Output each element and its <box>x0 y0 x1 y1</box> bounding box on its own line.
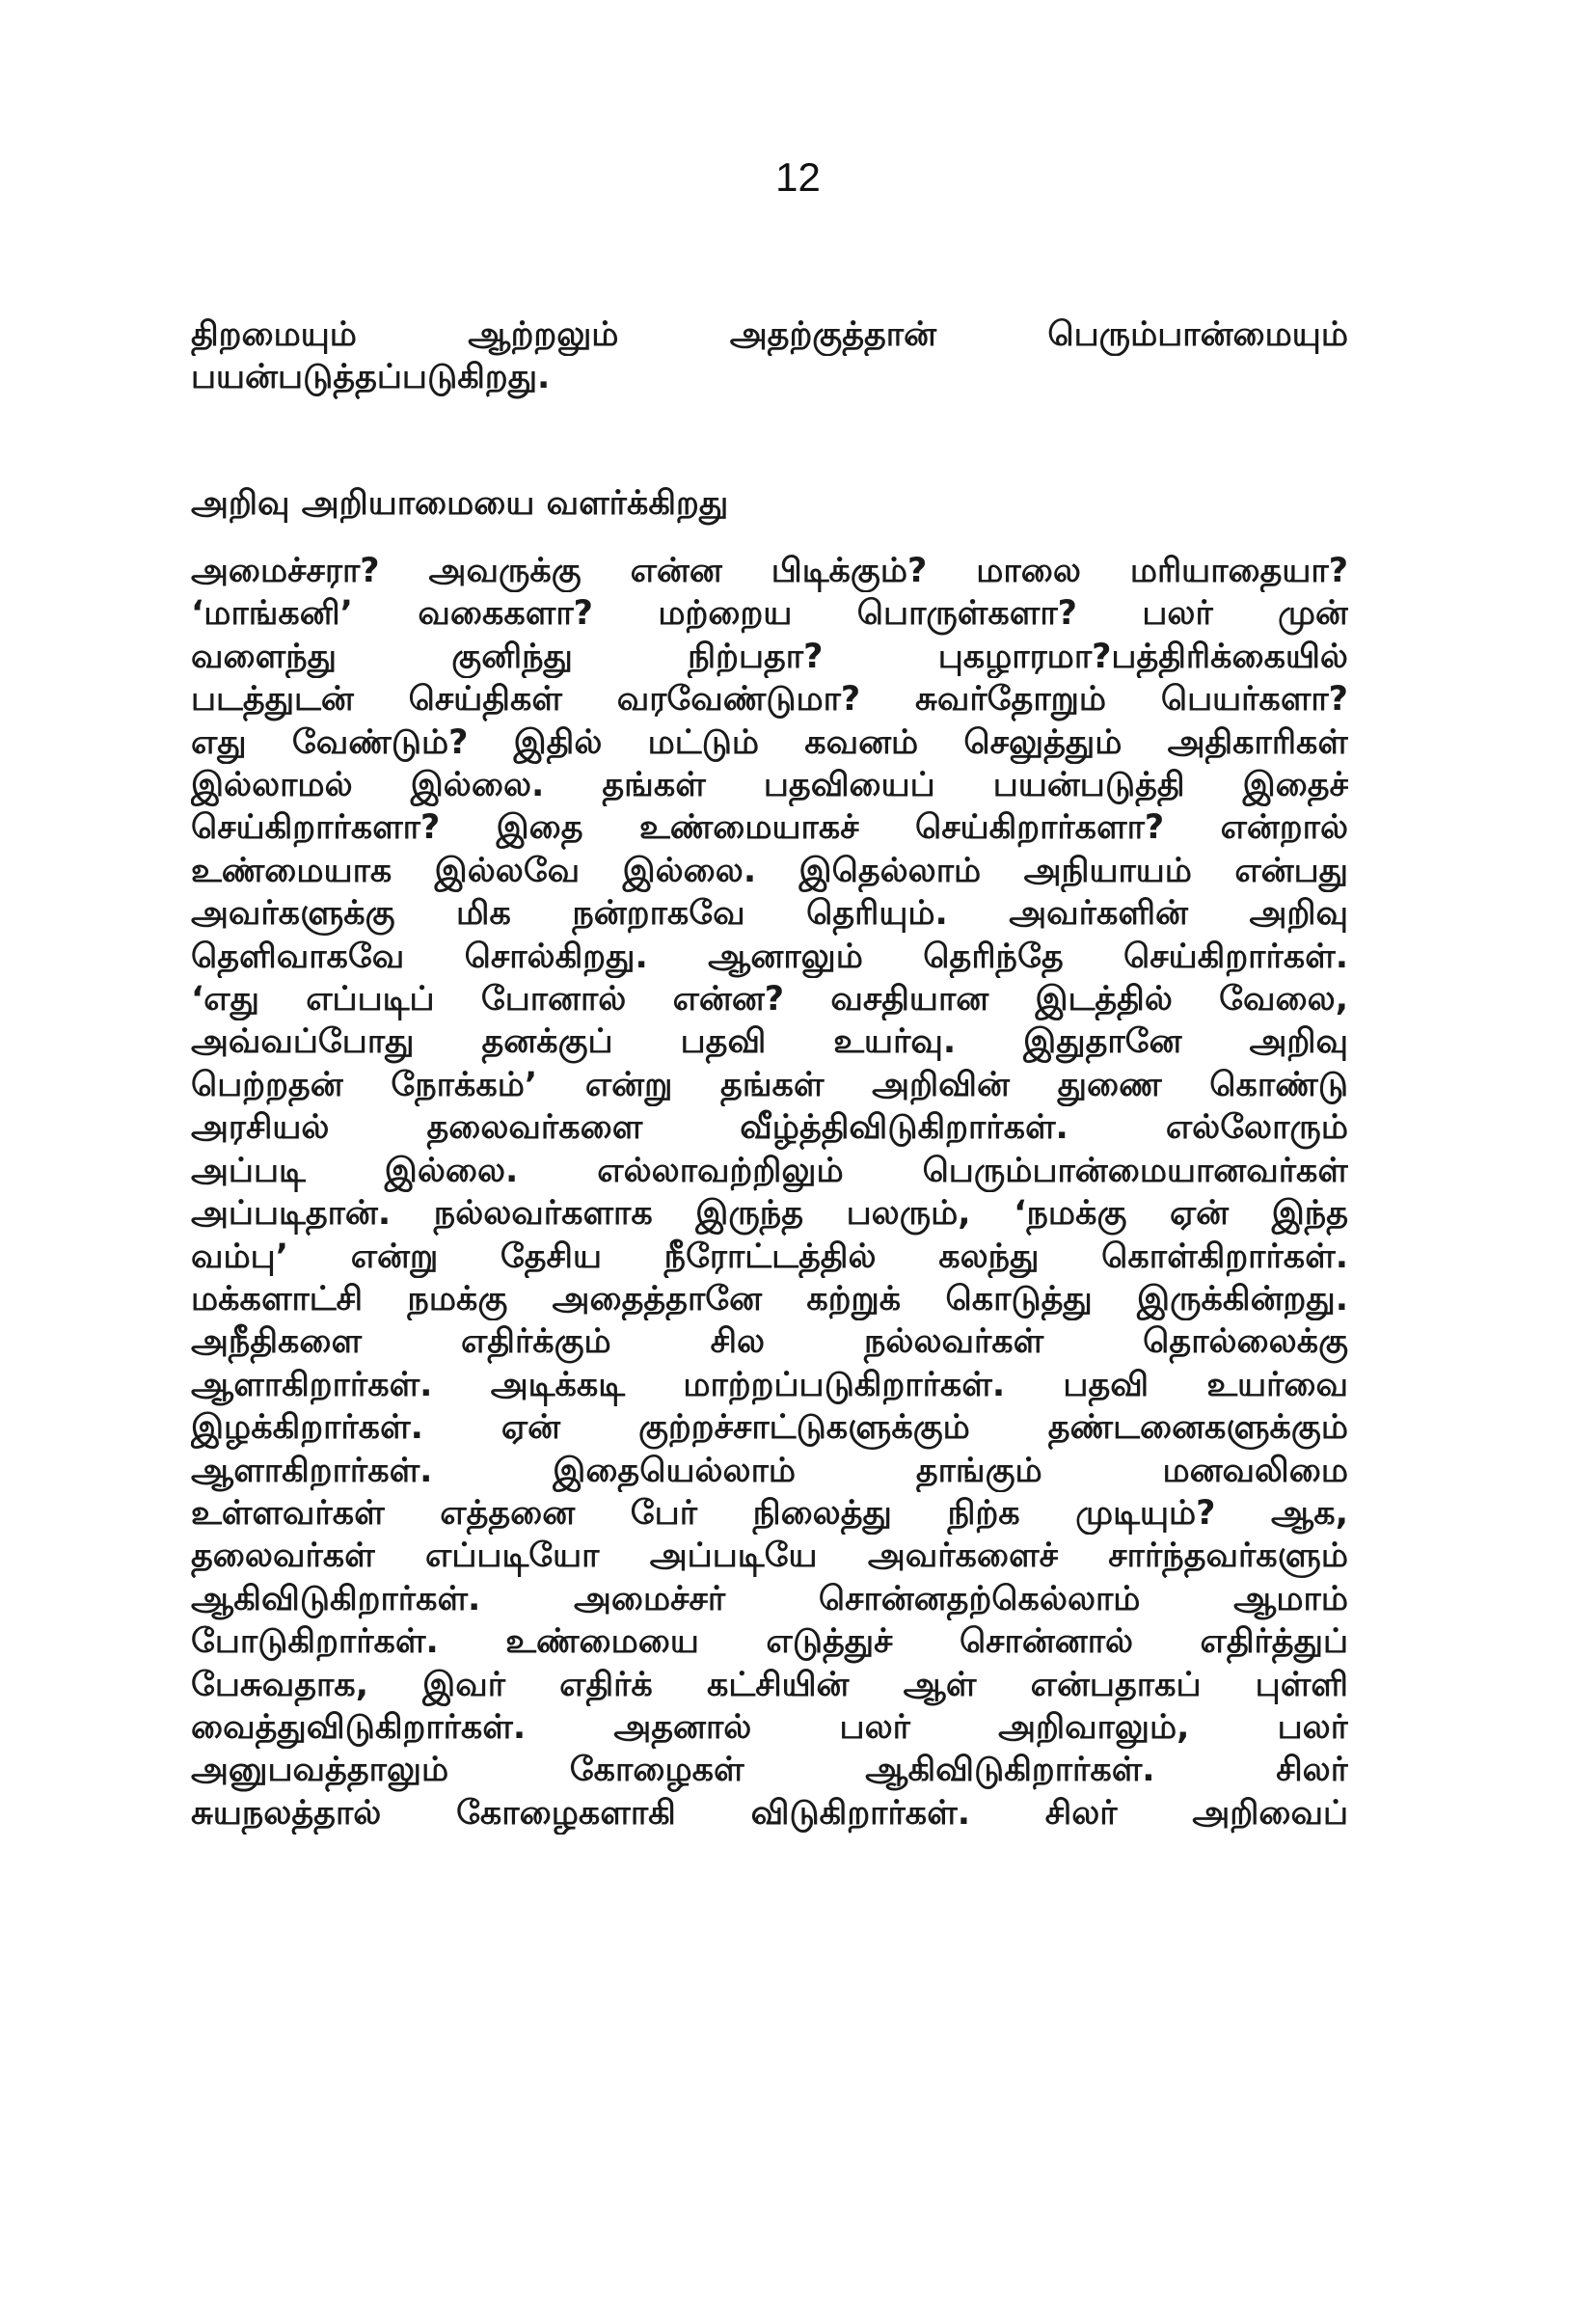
text-line: வம்பு’ என்று தேசிய நீரோட்டத்தில் கலந்து கொள்கிறார்கள். <box>191 1237 1348 1276</box>
text-line: அவ்வப்போது தனக்குப் பதவி உயர்வு. இதுதானே அறிவு <box>191 1022 1348 1062</box>
text-line: செய்கிறார்களா? இதை உண்மையாகச் செய்கிறார்களா? என்றால் <box>191 808 1348 848</box>
text-line: ஆளாகிறார்கள். இதையெல்லாம் தாங்கும் மனவலிமை <box>191 1451 1348 1490</box>
body-paragraph <box>191 550 1348 1835</box>
text-line: தெளிவாகவே சொல்கிறது. ஆனாலும் தெரிந்தே செய்கிறார்கள். <box>191 937 1348 976</box>
text-line: அரசியல் தலைவர்களை வீழ்த்திவிடுகிறார்கள். எல்லோரும் <box>191 1108 1348 1148</box>
text-line: அப்படிதான். நல்லவர்களாக இருந்த பலரும், ‘நமக்கு ஏன் இந்த <box>191 1194 1348 1234</box>
text-line: இல்லாமல் இல்லை. தங்கள் பதவியைப் பயன்படுத்தி இதைச் <box>191 766 1348 805</box>
text-line: மக்களாட்சி நமக்கு அதைத்தானே கற்றுக் கொடுத்து இருக்கின்றது. <box>191 1279 1348 1319</box>
text-line: உள்ளவர்கள் எத்தனை பேர் நிலைத்து நிற்க முடியும்? ஆக, <box>191 1493 1348 1533</box>
text-line: அநீதிகளை எதிர்க்கும் சில நல்லவர்கள் தொல்லைக்கு <box>191 1322 1348 1362</box>
text-line: படத்துடன் செய்திகள் வரவேண்டுமா? சுவர்தோறும் பெயர்களா? <box>191 680 1348 720</box>
text-line: அனுபவத்தாலும் கோழைகள் ஆகிவிடுகிறார்கள். சிலர் <box>191 1751 1348 1790</box>
text-line: அப்படி இல்லை. எல்லாவற்றிலும் பெரும்பான்மையானவர்கள் <box>191 1151 1348 1190</box>
text-line: ‘மாங்கனி’ வகைகளா? மற்றைய பொருள்களா? பலர் முன் <box>191 594 1348 634</box>
section-heading: அறிவு அறியாமையை வளர்க்கிறது <box>191 484 729 523</box>
text-line: பயன்படுத்தப்படுகிறது. <box>191 358 551 397</box>
text-line: பேசுவதாக, இவர் எதிர்க் கட்சியின் ஆள் என்பதாகப் புள்ளி <box>191 1665 1348 1704</box>
text-line: பெற்றதன் நோக்கம்’ என்று தங்கள் அறிவின் துணை கொண்டு <box>191 1065 1348 1104</box>
text-line: வைத்துவிடுகிறார்கள். அதனால் பலர் அறிவாலும், பலர் <box>191 1707 1348 1747</box>
text-line: உண்மையாக இல்லவே இல்லை. இதெல்லாம் அநியாயம் என்பது <box>191 851 1348 890</box>
text-line: அமைச்சரா? அவருக்கு என்ன பிடிக்கும்? மாலை மரியாதையா? <box>191 552 1348 590</box>
text-line: போடுகிறார்கள். உண்மையை எடுத்துச் சொன்னால் எதிர்த்துப் <box>191 1622 1348 1662</box>
text-line: ஆகிவிடுகிறார்கள். அமைச்சர் சொன்னதற்கெல்லாம் ஆமாம் <box>191 1579 1348 1618</box>
text-line: ஆளாகிறார்கள். அடிக்கடி மாற்றப்படுகிறார்கள். பதவி உயர்வை <box>191 1365 1348 1404</box>
text-line: தலைவர்கள் எப்படியோ அப்படியே அவர்களைச் சார்ந்தவர்களும் <box>191 1536 1348 1576</box>
text-line: திறமையும் ஆற்றலும் அதற்குத்தான் பெரும்பான்மையும் <box>191 315 1348 354</box>
text-line: சுயநலத்தால் கோழைகளாகி விடுகிறார்கள். சிலர் அறிவைப் <box>191 1793 1348 1833</box>
text-line: வளைந்து குனிந்து நிற்பதா? புகழாரமா?பத்திரிக்கையில் <box>191 637 1348 676</box>
text-line: எது வேண்டும்? இதில் மட்டும் கவனம் செலுத்தும் அதிகாரிகள் <box>191 722 1348 762</box>
text-line: அவர்களுக்கு மிக நன்றாகவே தெரியும். அவர்களின் அறிவு <box>191 894 1348 934</box>
intro-paragraph <box>191 313 1348 399</box>
text-line: இழக்கிறார்கள். ஏன் குற்றச்சாட்டுகளுக்கும் தண்டனைகளுக்கும் <box>191 1408 1348 1448</box>
page-number: 12 <box>775 154 821 200</box>
text-line: ‘எது எப்படிப் போனால் என்ன? வசதியான இடத்தில் வேலை, <box>191 980 1348 1020</box>
